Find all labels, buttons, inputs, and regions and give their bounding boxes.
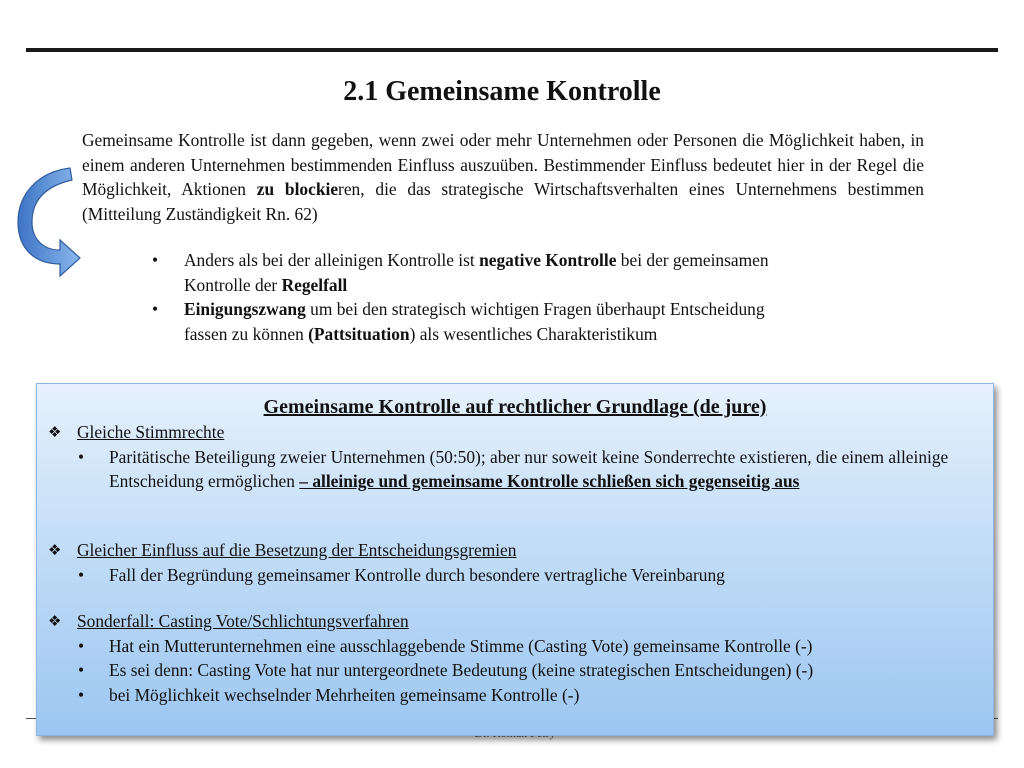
- list-item: [37, 445, 993, 494]
- list-item-bold: Einigungszwang: [184, 299, 306, 319]
- list-item-text: bei Möglichkeit wechselnder Mehrheiten gemeinsame Kontrolle (-): [109, 684, 580, 705]
- bullet-icon: •: [78, 684, 85, 705]
- section-heading: [37, 420, 993, 445]
- list-item-bold: Regelfall: [281, 274, 348, 295]
- section-heading-text: Sonderfall: Casting Vote/Schlichtungsverfahren: [77, 611, 409, 631]
- intro-text-2: ren, die das strategische Wirtschaftsverhalten eines Unternehmens bestimmen (Mitteilung Zuständigkeit Rn. 62): [82, 179, 924, 224]
- intro-paragraph: [82, 128, 924, 226]
- diamond-bullet-icon: ❖: [48, 541, 62, 559]
- list-item-emphasis: – alleinige und gemeinsame Kontrolle schließen sich gegenseitig aus: [299, 471, 800, 491]
- list-item: [37, 683, 993, 708]
- list-item-bold: (Pattsituation: [308, 323, 410, 344]
- diamond-bullet-icon: ❖: [48, 423, 62, 441]
- list-item-text: Hat ein Mutterunternehmen eine ausschlaggebende Stimme (Casting Vote) gemeinsame Kontrolle (-): [109, 635, 813, 656]
- list-item-text: bei der gemeinsamen Kontrolle der: [184, 250, 769, 295]
- list-item: [37, 658, 993, 683]
- list-item: [37, 563, 993, 588]
- intro-bold: zu blockie: [256, 179, 339, 199]
- callout-title: Gemeinsame Kontrolle auf rechtlicher Grundlage (de jure): [263, 396, 767, 418]
- section-heading-text: Gleiche Stimmrechte: [77, 422, 225, 442]
- top-divider: [26, 48, 998, 52]
- list-item-text: Es sei denn: Casting Vote hat nur untergeordnete Bedeutung (keine strategischen Entscheidungen) (-): [109, 660, 814, 680]
- list-item-text: um bei den strategisch wichtigen Fragen überhaupt Entscheidung fassen zu können: [184, 299, 765, 344]
- list-item-text: ) als wesentliches Charakteristikum: [409, 323, 658, 344]
- list-item-text: Anders als bei der alleinigen Kontrolle ist: [184, 250, 480, 270]
- list-item: [150, 297, 770, 346]
- section-list: [37, 563, 993, 588]
- bullet-icon: •: [78, 564, 85, 585]
- list-item-text: Fall der Begründung gemeinsamer Kontrolle durch besondere vertragliche Vereinbarung: [109, 564, 725, 585]
- section-heading: [37, 538, 993, 563]
- section-heading-text: Gleicher Einfluss auf die Besetzung der Entscheidungsgremien: [77, 540, 517, 560]
- section-list: [37, 445, 993, 494]
- list-item: [37, 634, 993, 659]
- list-item-text: Paritätische Beteiligung zweier Unternehmen (50:50); aber nur soweit keine Sonderrechte existieren, die einem alleinige Entscheidung ermöglichen: [109, 446, 949, 491]
- curved-arrow-icon: [16, 164, 82, 282]
- section-equal-influence: [37, 538, 993, 587]
- page-title: 2.1 Gemeinsame Kontrolle: [343, 76, 661, 107]
- section-casting-vote: [37, 609, 993, 707]
- diamond-bullet-icon: ❖: [48, 612, 62, 630]
- intro-text-1: Gemeinsame Kontrolle ist dann gegeben, wenn zwei oder mehr Unternehmen oder Personen die Möglichkeit haben, in einem anderen Unternehmen bestimmenden Einfluss auszuüben. Bestimmender Einfluss bedeutet hier in der Regel die Möglichkeit, Aktionen: [82, 130, 924, 199]
- section-equal-voting: [37, 420, 993, 494]
- list-item: [150, 248, 770, 297]
- bullet-icon: •: [78, 635, 85, 656]
- bullet-icon: •: [78, 446, 85, 467]
- list-item-bold: negative Kontrolle: [479, 250, 617, 270]
- key-points-list: [150, 248, 770, 346]
- de-jure-callout-box: [36, 383, 994, 736]
- section-heading: [37, 609, 993, 634]
- bullet-icon: •: [152, 250, 159, 270]
- section-list: [37, 634, 993, 708]
- bullet-icon: •: [152, 299, 159, 319]
- bullet-icon: •: [78, 660, 85, 680]
